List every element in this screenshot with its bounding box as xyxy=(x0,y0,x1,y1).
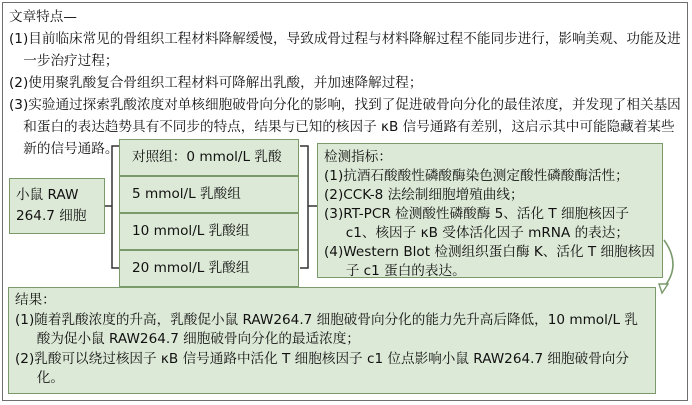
arrowhead-icon xyxy=(659,284,668,293)
right-bracket xyxy=(300,146,308,268)
group-10mmol: 10 mmol/L 乳酸组 xyxy=(119,213,299,250)
indicator-item-4: (4)Western Blot 检测组织蛋白酶 K、活化 T 细胞核因子 c1 蛋白的表达。 xyxy=(324,244,655,279)
result-item-1: (1)随着乳酸浓度的升高，乳酸促小鼠 RAW264.7 细胞破骨向分化的能力先升高后降低，10 mmol/L 乳酸为促小鼠 RAW264.7 细胞破骨向分化的最适浓度； xyxy=(15,311,638,347)
indicators-title: 检测指标： xyxy=(324,149,392,165)
indicator-item-3: (3)RT-PCR 检测酸性磷酸酶 5、活化 T 细胞核因子 c1、核因子 κB 受体活化因子 mRNA 的表达； xyxy=(324,206,629,241)
group-control: 对照组：0 mmol/L 乳酸 xyxy=(119,139,299,176)
result-item-2: (2)乳酸可以绕过核因子 κB 信号通路中活化 T 细胞核因子 c1 位点影响小鼠 RAW264.7 细胞破骨向分化。 xyxy=(15,350,629,386)
indicator-item-2: (2)CCK-8 法绘制细胞增殖曲线； xyxy=(324,187,524,203)
feature-item-1: (1)目前临床常见的骨组织工程材料降解缓慢，导致成骨过程与材料降解过程不能同步进行，影响美观、功能及进一步治疗过程； xyxy=(9,31,681,69)
features-heading: 文章特点— xyxy=(9,9,77,25)
cell-line-label-2: 264.7 细胞 xyxy=(16,208,87,224)
indicator-item-1: (1)抗酒石酸酸性磷酸酶染色测定酸性磷酸酶活性； xyxy=(324,168,629,184)
result-title: 结果： xyxy=(15,292,56,308)
cell-line-label-1: 小鼠 RAW xyxy=(16,187,79,203)
cell-line-box xyxy=(9,178,105,234)
arrow-to-result xyxy=(664,240,673,287)
result-box xyxy=(8,287,656,394)
group-20mmol: 20 mmol/L 乳酸组 xyxy=(119,250,299,287)
feature-item-2: (2)使用聚乳酸复合骨组织工程材料可降解出乳酸，并加速降解过程； xyxy=(9,75,423,91)
indicators-box xyxy=(317,143,663,278)
feature-item-3: (3)实验通过探索乳酸浓度对单核细胞破骨向分化的影响，找到了促进破骨向分化的最佳浓度，并发现了相关基因和蛋白的表达趋势具有不同步的特点，结果与已知的核因子 κB 信号通路有差别，这启示其中可能隐藏着某些新的信号通路。 xyxy=(9,97,681,157)
group-5mmol: 5 mmol/L 乳酸组 xyxy=(119,176,299,213)
